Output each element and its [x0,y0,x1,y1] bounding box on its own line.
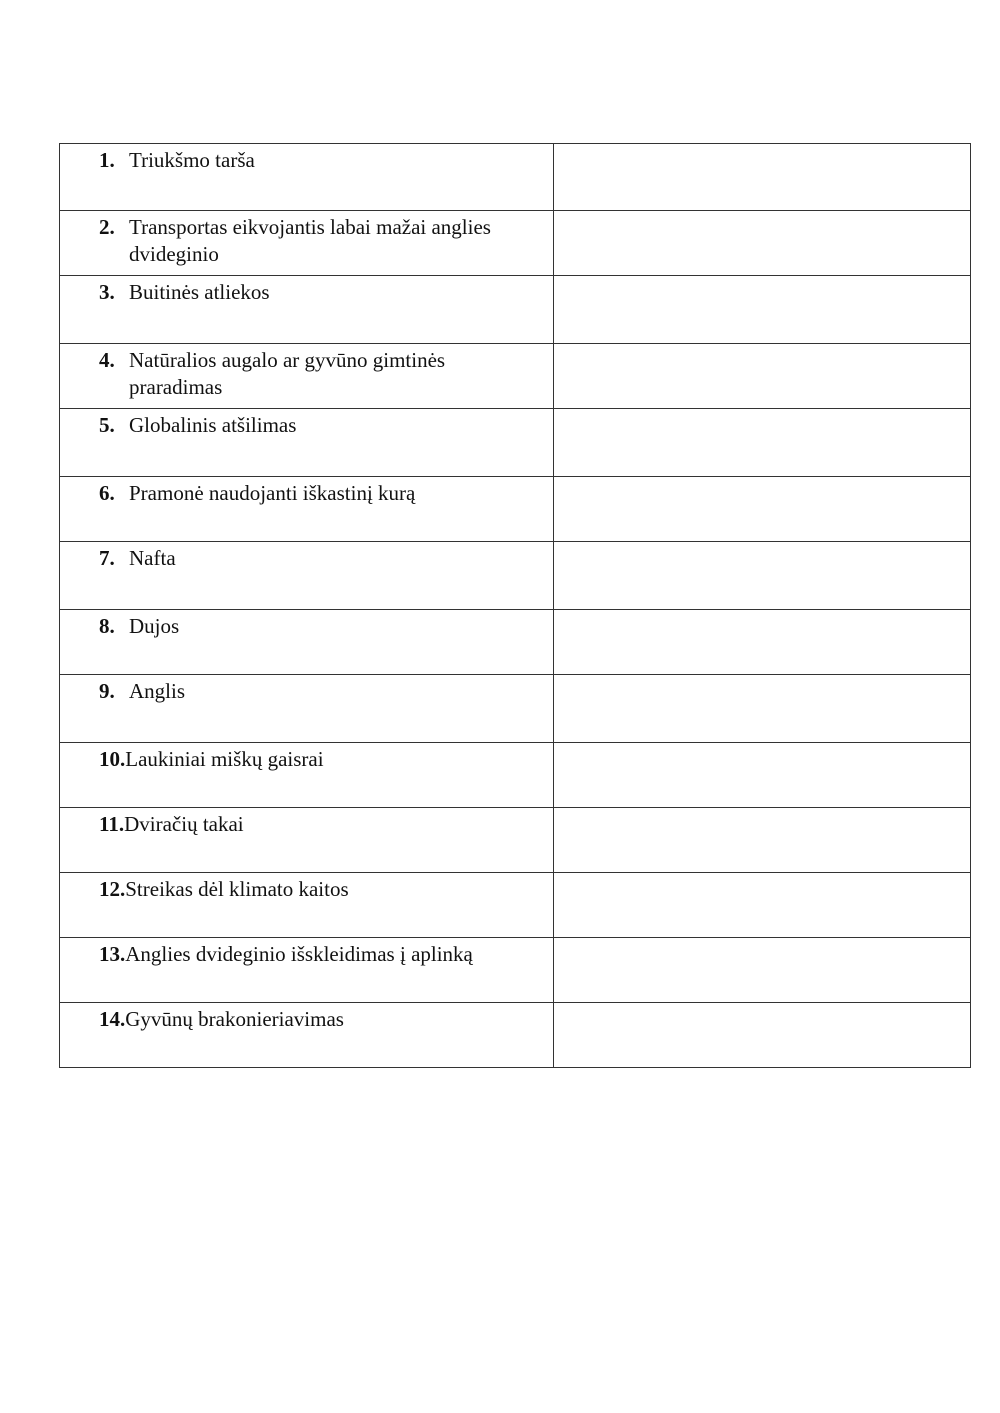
answer-cell[interactable] [554,1003,971,1068]
table-row [60,409,971,477]
item-number: 10. [99,747,126,771]
answer-cell[interactable] [554,542,971,610]
item-text: Transportas eikvojantis labai mažai anglies dvideginio [129,215,491,266]
answer-cell[interactable] [554,808,971,873]
term-cell [60,409,554,477]
answer-cell[interactable] [554,409,971,477]
item-number: 7. [99,546,115,570]
item-text: Nafta [129,546,176,570]
term-cell [60,610,554,675]
answer-cell[interactable] [554,211,971,276]
table-row [60,211,971,276]
table-row [60,1003,971,1068]
term-cell [60,675,554,743]
item-text: Pramonė naudojanti iškastinį kurą [129,481,416,505]
table-row [60,542,971,610]
item-text: Globalinis atšilimas [129,413,297,437]
item-text: Gyvūnų brakonieriavimas [125,1007,344,1031]
item-number: 11. [99,812,125,836]
table-row [60,743,971,808]
item-text: Laukiniai miškų gaisrai [125,747,324,771]
term-cell [60,144,554,211]
answer-cell[interactable] [554,344,971,409]
term-cell [60,211,554,276]
item-text: Buitinės atliekos [129,280,270,304]
item-number: 9. [99,679,115,703]
table-row [60,477,971,542]
term-cell [60,1003,554,1068]
item-text: Streikas dėl klimato kaitos [125,877,349,901]
term-cell [60,477,554,542]
answer-cell[interactable] [554,938,971,1003]
item-number: 1. [99,148,115,172]
table-row [60,938,971,1003]
answer-cell[interactable] [554,873,971,938]
table-row [60,610,971,675]
answer-cell[interactable] [554,675,971,743]
table-row [60,873,971,938]
term-cell [60,542,554,610]
term-cell [60,938,554,1003]
table-row [60,276,971,344]
item-number: 14. [99,1007,126,1031]
item-text: Anglis [129,679,186,703]
item-number: 12. [99,877,126,901]
answer-cell[interactable] [554,743,971,808]
answer-cell[interactable] [554,276,971,344]
item-text: Dujos [129,614,180,638]
term-cell [60,344,554,409]
matching-table [59,143,971,1068]
item-text: Natūralios augalo ar gyvūno gimtinės praradimas [129,348,446,399]
item-text: Triukšmo tarša [129,148,255,172]
item-number: 5. [99,413,115,437]
item-number: 13. [99,942,126,966]
item-number: 4. [99,348,115,372]
item-text: Anglies dvideginio išskleidimas į aplinką [125,942,473,966]
answer-cell[interactable] [554,144,971,211]
item-number: 6. [99,481,115,505]
term-cell [60,743,554,808]
answer-cell[interactable] [554,477,971,542]
term-cell [60,808,554,873]
term-cell [60,276,554,344]
item-number: 2. [99,215,115,239]
table-row [60,344,971,409]
item-number: 8. [99,614,115,638]
item-text: Dviračių takai [124,812,244,836]
table-row [60,808,971,873]
answer-cell[interactable] [554,610,971,675]
table-row [60,675,971,743]
table-row [60,144,971,211]
term-cell [60,873,554,938]
item-number: 3. [99,280,115,304]
